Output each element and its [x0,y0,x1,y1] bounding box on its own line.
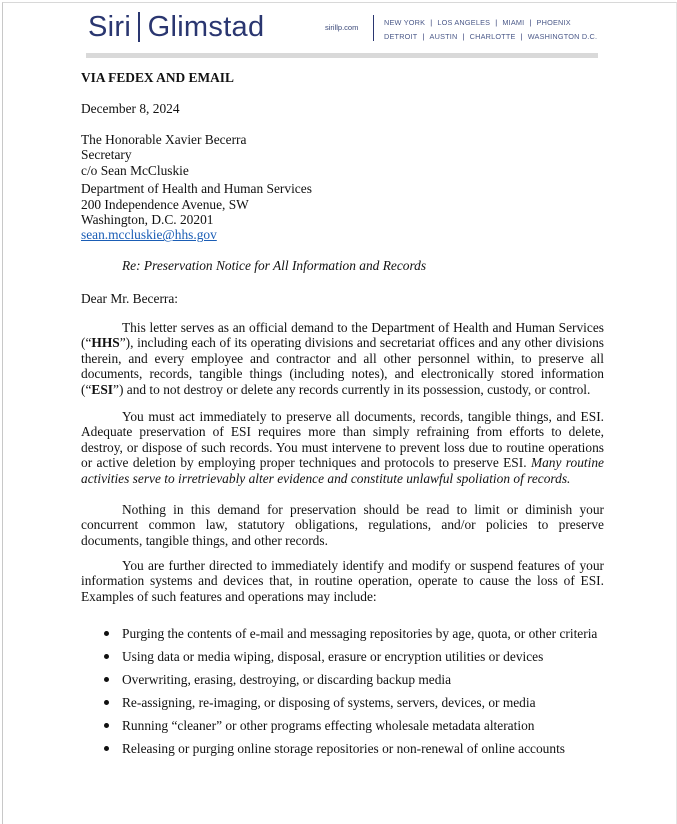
text: Nothing in this demand for preservation should be read to limit or diminish your concurrent common law, statutory obligations, regulations, and/or policies to preserve documents, tangible things, and other records. [81,502,604,548]
paragraph-2 [81,409,604,486]
bullet-icon [104,654,109,659]
emphasis-text: Many routine activities serve to irretrievably alter evidence and constitute unlawful spoliation of records. [81,455,604,486]
subject-line: Re: Preservation Notice for All Information and Records [122,258,427,273]
text: You are further directed to immediately identify and modify or suspend features of your information systems and devices that, in routine operation, operate to cause the loss of ESI. Examples of such features and operations may include: [81,558,604,604]
list-item-text: Using data or media wiping, disposal, erasure or encryption utilities or devices [122,649,544,664]
paragraph-3 [81,502,604,548]
examples-list [81,626,597,764]
recipient-street: 200 Independence Avenue, SW [81,196,249,212]
list-item [81,718,597,741]
defined-term: HHS [91,335,120,351]
text: ”), including each of its operating divisions and secretariat offices and any other divisions therein, and every employee and contractor and all other personnel within, to preserve all documents, records, tangible things (including notes), and electronically stored information (“ [81,335,604,397]
recipient-care-of: c/o Sean McCluskie [81,162,189,178]
cities-row-1 [384,16,597,30]
logo-left: Siri [88,11,132,43]
letter-page [2,2,677,824]
list-item [81,672,597,695]
text: ”) and to not destroy or delete any records currently in its possession, custody, or control. [113,381,591,397]
defined-term: ESI [91,381,113,397]
text: This letter serves as an official demand to the Department of Health and Human Services (“ [81,320,604,351]
list-item [81,626,597,649]
city: DETROIT [384,32,418,41]
firm-website[interactable]: sirillp.com [325,23,359,32]
list-item-text: Running “cleaner” or other programs effecting wholesale metadata alteration [122,718,535,733]
city: WASHINGTON D.C. [527,32,598,41]
city: AUSTIN [429,32,458,41]
bullet-icon [104,677,109,682]
list-item-text: Purging the contents of e-mail and messaging repositories by age, quota, or other criteria [122,626,598,641]
bullet-icon [104,723,109,728]
letter-date: December 8, 2024 [81,101,180,116]
list-item-text: Re-assigning, re-imaging, or disposing of systems, servers, devices, or media [122,695,536,710]
letterhead-divider [373,15,374,41]
cities-row-2 [384,30,597,44]
list-item [81,649,597,672]
logo-right: Glimstad [147,11,265,43]
city: LOS ANGELES [437,18,491,27]
firm-logo [88,9,264,45]
city: PHOENIX [536,18,571,27]
letterhead [3,3,676,61]
recipient-city: Washington, D.C. 20201 [81,211,214,227]
city: NEW YORK [384,18,426,27]
recipient-organization: Department of Health and Human Services [81,181,312,197]
city-separator: | [422,32,425,41]
paragraph-1 [81,320,604,397]
salutation: Dear Mr. Becerra: [81,291,179,306]
bullet-icon [104,700,109,705]
list-item-text: Overwriting, erasing, destroying, or discarding backup media [122,672,452,687]
recipient-title: Secretary [81,147,132,163]
text: You must act immediately to preserve all documents, records, tangible things, and ESI. Adequate preservation of ESI requires more than simply refraining from efforts to delete, destroy, or dispose of such records. You must intervene to prevent loss due to routine operations or active deletion by employing proper techniques and protocols to preserve ESI. [81,409,604,471]
list-item-text: Releasing or purging online storage repositories or non-renewal of online accounts [122,741,566,756]
bullet-icon [104,631,109,636]
recipient-address [81,132,312,243]
list-item [81,741,597,764]
logo-divider [138,12,140,42]
city-separator: | [430,18,433,27]
city: MIAMI [502,18,525,27]
city: CHARLOTTE [469,32,516,41]
office-locations [384,16,597,44]
city-separator: | [495,18,498,27]
bullet-icon [104,746,109,751]
paragraph-4 [81,558,604,604]
delivery-method: VIA FEDEX AND EMAIL [81,70,234,85]
list-item [81,695,597,718]
recipient-email-link[interactable]: sean.mccluskie@hhs.gov [81,227,217,243]
city-separator: | [520,32,523,41]
recipient-name: The Honorable Xavier Becerra [81,132,247,147]
city-separator: | [462,32,465,41]
city-separator: | [529,18,532,27]
letterhead-rule [86,53,598,58]
